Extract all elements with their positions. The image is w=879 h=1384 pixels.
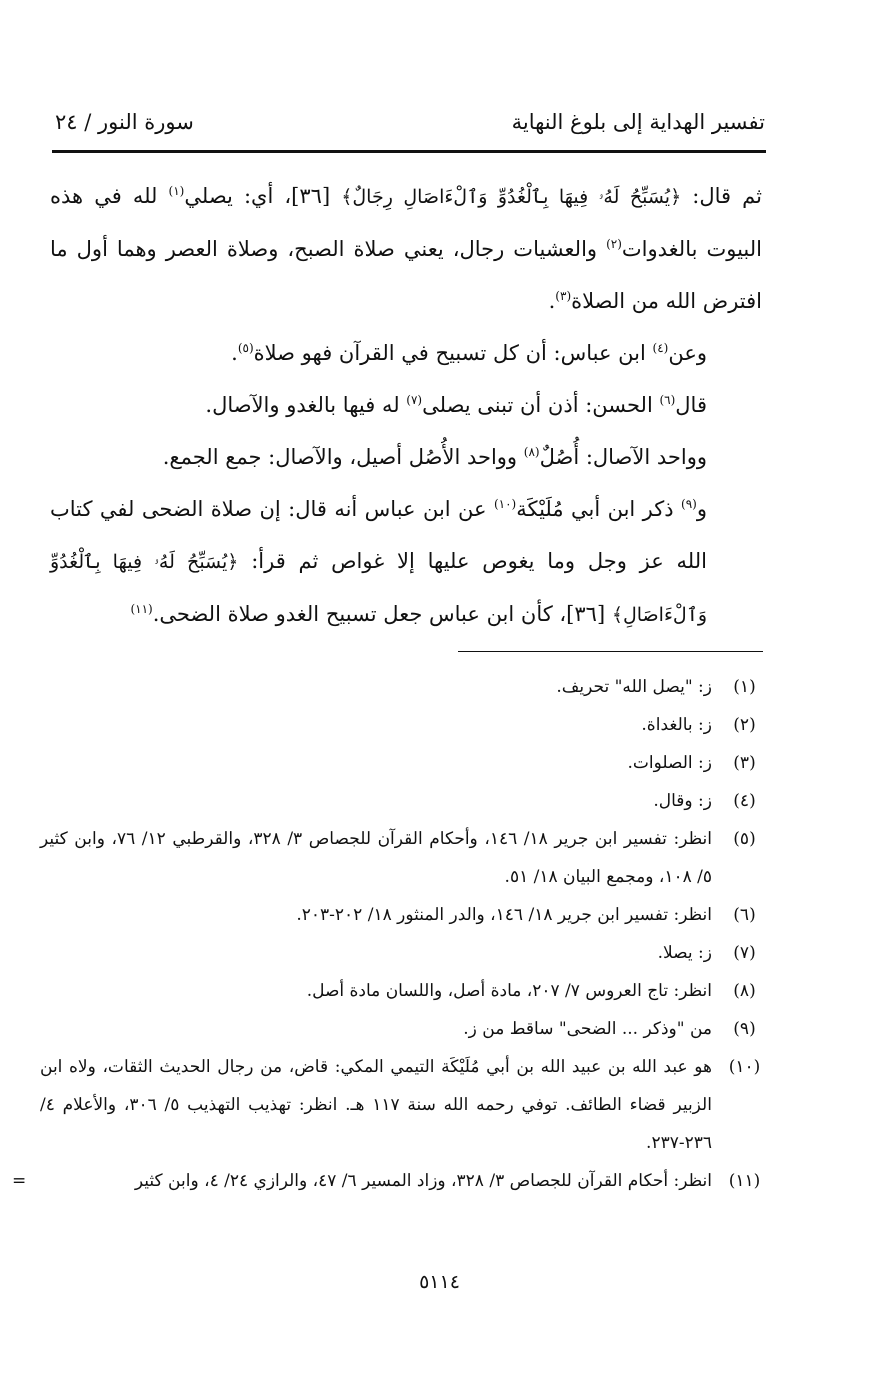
footnote-number: (٥) (733, 829, 756, 849)
footnote-text: ز: الصلوات. (627, 753, 712, 773)
footnote-number: (٨) (733, 981, 756, 1001)
footnote-9 (40, 1010, 767, 1048)
footnote-8 (40, 972, 767, 1010)
text-run: . (548, 289, 556, 313)
paragraph-1 (50, 170, 762, 327)
paragraph-3 (50, 379, 762, 431)
footnote-number: (٩) (733, 1019, 756, 1039)
text-run: الحسن: أذن أن تبنى يصلى (422, 393, 660, 417)
footnote-number: (١١) (728, 1171, 761, 1191)
main-text (50, 170, 762, 641)
paragraph-5 (50, 483, 762, 641)
footnote-text: انظر: تاج العروس ٧/ ٢٠٧، مادة أصل، واللسان مادة أصل. (306, 981, 712, 1001)
footnotes (12, 668, 767, 1200)
paragraph-4 (50, 431, 762, 483)
footnote-number: (٧) (733, 943, 756, 963)
footnote-ref-4[interactable]: (٤) (652, 341, 669, 355)
running-header (55, 106, 765, 146)
continuation-mark: = (12, 1171, 27, 1191)
footnote-6 (40, 896, 767, 934)
footnote-divider (458, 651, 763, 652)
footnote-text: انظر: أحكام القرآن للجصاص ٣/ ٣٢٨، وزاد المسير ٦/ ٤٧، والرازي ٢٤/ ٤، وابن كثير (134, 1171, 712, 1191)
footnote-number: (٤) (733, 791, 756, 811)
text-run: [٣٦]، كأن ابن عباس جعل تسبيح الغدو صلاة الضحى. (152, 602, 612, 626)
footnote-text: من "وذكر ... الضحى" ساقط من ز. (463, 1019, 712, 1039)
book-title: تفسير الهداية إلى بلوغ النهاية (511, 110, 765, 134)
footnote-number: (٢) (733, 715, 756, 735)
footnote-ref-3[interactable]: (٣) (555, 289, 572, 303)
quran-verse: ﴿يُسَبِّحُ لَهُۥ فِيهَا بِٱلْغُدُوِّ وَٱلْءَاصَالِ﴾ (50, 551, 707, 626)
footnote-ref-11[interactable]: (١١) (130, 602, 153, 616)
text-run: قال (675, 393, 707, 417)
footnote-ref-1[interactable]: (١) (168, 184, 185, 198)
footnote-number: (٦) (733, 905, 756, 925)
surah-reference: سورة النور / ٢٤ (55, 110, 194, 134)
text-run: ذكر ابن أبي مُلَيْكَة (516, 497, 681, 521)
footnote-ref-5[interactable]: (٥) (237, 341, 254, 355)
text-run: لله في هذه البيوت بالغدوات (50, 184, 762, 261)
footnote-ref-9[interactable]: (٩) (681, 497, 697, 511)
text-run: وواحد الأُصُل أصيل، والآصال: جمع الجمع. (162, 445, 524, 469)
footnote-ref-2[interactable]: (٢) (606, 237, 622, 251)
text-run: له فيها بالغدو والآصال. (205, 393, 407, 417)
footnote-11 (12, 1162, 767, 1200)
footnote-text: انظر: تفسير ابن جرير ١٨/ ١٤٦، والدر المنثور ١٨/ ٢٠٢-٢٠٣. (296, 905, 712, 925)
footnote-10 (40, 1048, 767, 1162)
footnote-ref-10[interactable]: (١٠) (493, 497, 517, 511)
header-divider (52, 150, 766, 153)
text-run: والعشيات رجال، يعني صلاة الصبح، وصلاة العصر وهما أول ما افترض الله من الصلاة (50, 237, 762, 313)
footnote-ref-8[interactable]: (٨) (523, 445, 540, 459)
footnote-number: (١) (733, 677, 756, 697)
footnote-text: ز: بالغداة. (641, 715, 712, 735)
text-run: . (231, 341, 238, 365)
text-run: عن ابن عباس أنه قال: إن صلاة الضحى لفي كتاب الله عز وجل وما يغوص عليها إلا غواص ثم قرأ: (50, 497, 707, 573)
footnote-ref-6[interactable]: (٦) (659, 393, 676, 407)
footnote-text: ز: يصلا. (657, 943, 712, 963)
footnote-5 (40, 820, 767, 896)
footnote-1 (40, 668, 767, 706)
footnote-number: (١٠) (728, 1057, 761, 1077)
footnote-4 (40, 782, 767, 820)
footnote-text: انظر: تفسير ابن جرير ١٨/ ١٤٦، وأحكام القرآن للجصاص ٣/ ٣٢٨، والقرطبي ١٢/ ٧٦، وابن كثير ٥/ ١٠٨، ومجمع البيان ١٨/ ٥١. (40, 829, 712, 887)
footnote-7 (40, 934, 767, 972)
page-number: ٥١١٤ (419, 1271, 460, 1293)
text-run: وعن (668, 341, 707, 365)
footnote-3 (40, 744, 767, 782)
footnote-text: ز: وقال. (653, 791, 712, 811)
footnote-ref-7[interactable]: (٧) (406, 393, 423, 407)
text-run: [٣٦]، أي: يصلي (184, 184, 342, 208)
footnote-text: ز: "يصل الله" تحريف. (556, 677, 712, 697)
footnote-2 (40, 706, 767, 744)
text-run: وواحد الآصال: أُصُلٌ (539, 445, 707, 469)
paragraph-2 (50, 327, 762, 379)
footnote-text: هو عبد الله بن عبيد الله بن أبي مُلَيْكَة التيمي المكي: قاض، من رجال الحديث الثقات، ولاه ابن الزبير قضاء الطائف. توفي رحمه الله سنة ١١٧ هـ. انظر: تهذيب التهذيب ٥/ ٣٠٦، والأعلام ٤/ ٢٣٦-٢٣٧. (40, 1057, 713, 1153)
quran-verse: ﴿يُسَبِّحُ لَهُۥ فِيهَا بِٱلْغُدُوِّ وَٱلْءَاصَالِ رِجَالٌ﴾ (341, 186, 682, 208)
text-run: ثم قال: (681, 184, 762, 208)
footnote-number: (٣) (733, 753, 756, 773)
text-run: ابن عباس: أن كل تسبيح في القرآن فهو صلاة (253, 341, 653, 365)
text-run: و (696, 497, 707, 521)
